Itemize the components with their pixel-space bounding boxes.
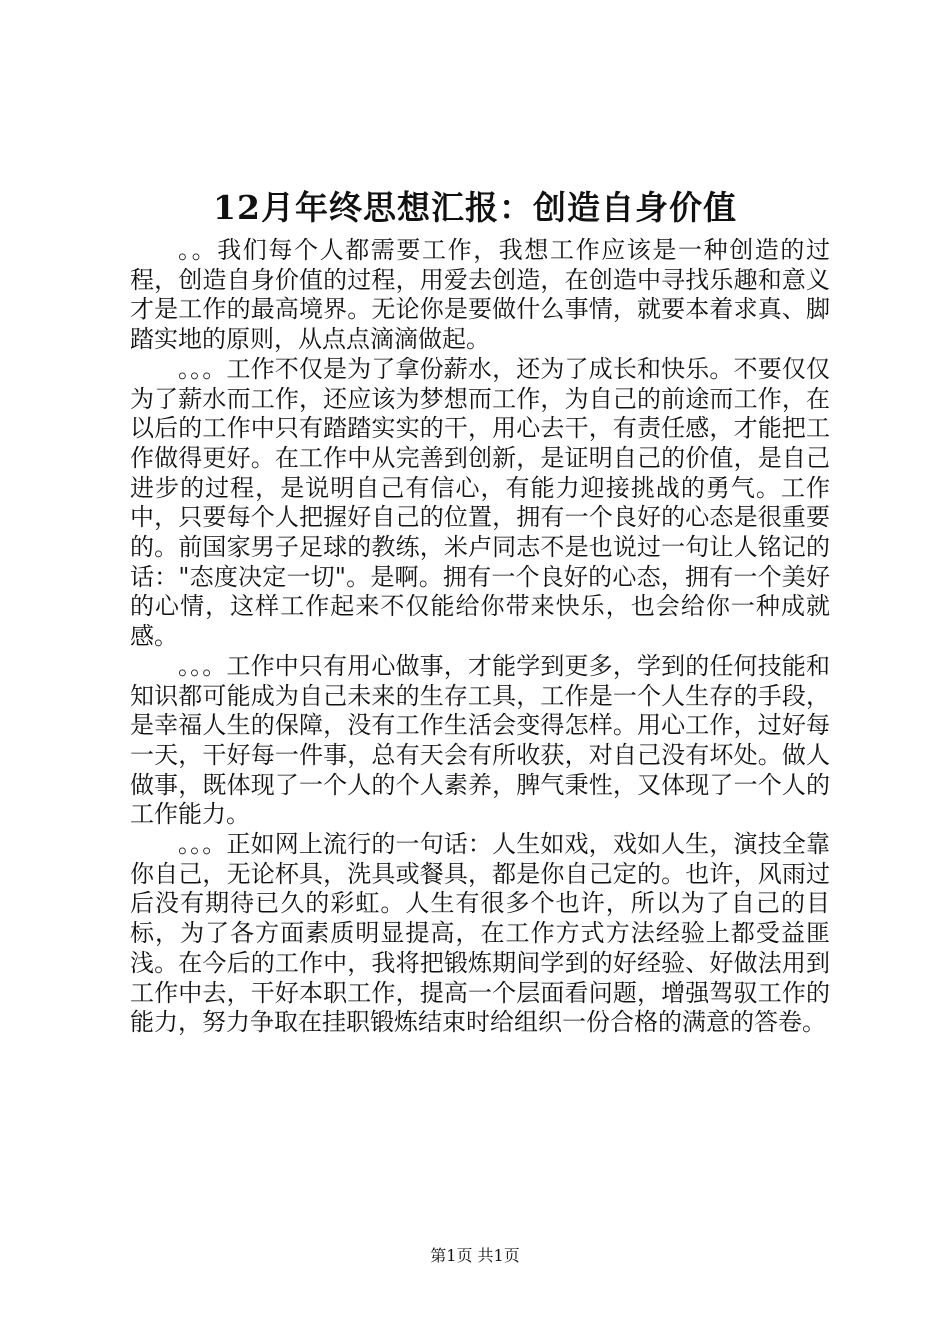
paragraph-4: 。。。正如网上流行的一句话：人生如戏，戏如人生，演技全靠你自己，无论杯具，洗具或餐具，都是你自己定的。也许，风雨过后没有期待已久的彩虹。人生有很多个也许，所以为了自己的目标，为了各方面素质明显提高，在工作方式方法经验上都受益匪浅。在今后的工作中，我将把锻炼期间学到的好经验、好做法用到工作中去，干好本职工作，提高一个层面看问题，增强驾驭工作的能力，努力争取在挂职锻炼结束时给组织一份合格的满意的答卷。: [130, 830, 830, 1037]
document-body: [130, 236, 830, 1038]
page-number-footer: 第1页 共1页: [430, 1246, 520, 1265]
paragraph-2: 。。。工作不仅是为了拿份薪水，还为了成长和快乐。不要仅仅为了薪水而工作，还应该为梦想而工作，为自己的前途而工作，在以后的工作中只有踏踏实实的干，用心去干，有责任感，才能把工作做得更好。在工作中从完善到创新，是证明自己的价值，是自己进步的过程，是说明自己有信心，有能力迎接挑战的勇气。工作中，只要每个人把握好自己的位置，拥有一个良好的心态是很重要的。前国家男子足球的教练，米卢同志不是也说过一句让人铭记的话："态度决定一切"。是啊。拥有一个良好的心态，拥有一个美好的心情，这样工作起来不仅能给你带来快乐，也会给你一种成就感。: [130, 354, 830, 651]
document-title: 12月年终思想汇报：创造自身价值: [213, 188, 737, 227]
paragraph-1: 。。我们每个人都需要工作，我想工作应该是一种创造的过程，创造自身价值的过程，用爱去创造，在创造中寻找乐趣和意义才是工作的最高境界。无论你是要做什么事情，就要本着求真、脚踏实地的原则，从点点滴滴做起。: [130, 236, 830, 354]
paragraph-3: 。。。工作中只有用心做事，才能学到更多，学到的任何技能和知识都可能成为自己未来的生存工具，工作是一个人生存的手段，是幸福人生的保障，没有工作生活会变得怎样。用心工作，过好每一天，干好每一件事，总有天会有所收获，对自己没有坏处。做人做事，既体现了一个人的个人素养，脾气秉性，又体现了一个人的工作能力。: [130, 651, 830, 829]
